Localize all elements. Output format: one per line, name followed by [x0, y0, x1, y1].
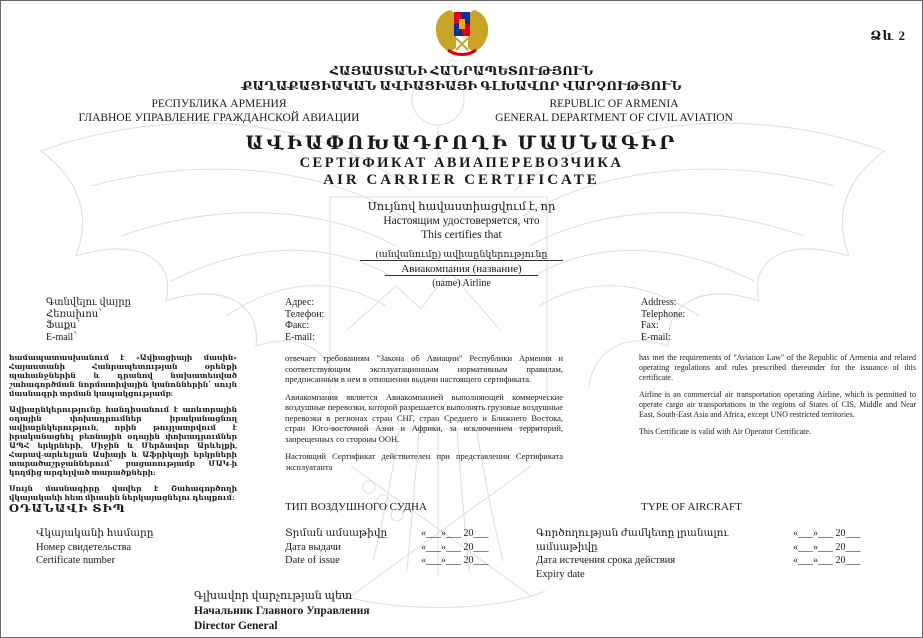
country-name-russian: РЕСПУБЛИКА АРМЕНИЯ — [151, 98, 287, 110]
title-russian: СЕРТИФИКАТ АВИАПЕРЕВОЗЧИКА — [299, 155, 624, 171]
country-name-english: REPUBLIC OF ARMENIA — [549, 98, 679, 110]
airline-name-block — [1, 248, 922, 291]
contact-block-armenian — [46, 297, 131, 343]
date-blank: «___»___ 20___ — [793, 541, 861, 553]
signature-title-russian: Начальник Главного Управления — [194, 605, 370, 617]
field-label: Номер свидетельства — [36, 541, 132, 553]
department-name-armenian: ՔԱՂԱՔԱՑԻԱԿԱՆ ԱՎԻԱՑԻԱՅԻ ԳԼԽԱՎՈՐ ՎԱՐՉՈՒԹՅՈՒՆ — [241, 79, 682, 93]
date-blank: «___»___ 20___ — [421, 541, 489, 553]
coat-of-arms — [430, 6, 494, 63]
field-label: Date of issue — [285, 555, 340, 566]
body-paragraph: Սույն մասնագիրը վավեր է Շահագործողի վկայականի հետ միասին ներկայացնելու դեպքում: — [9, 484, 237, 502]
contact-block-russian — [285, 297, 324, 343]
certify-english: This certifies that — [421, 229, 502, 241]
contact-label: E-mail: — [285, 331, 315, 343]
body-paragraph: Ավիաընկերությունը հանդիսանում է առևտրային օդային փոխադրումներ իրականացնող ավիաընկերություն, որին թույլատրվում է իրականացնել բեռնային օդային փոխադրումներ ԱՊՀ երկրների, Միջին և Մերձավոր Արևելքի, Հարավ-արևելյան Ասիայի և Աֆրիկայի երկրների տարածաշրջաններում՝ բացառությամբ ՄԱԿ-ի կողմից արգելված տարածքների: — [9, 405, 237, 477]
airline-label-russian — [1, 262, 922, 277]
aircraft-type-armenian: ՕԴԱՆԱՎԻ ՏԻՊ — [9, 503, 126, 515]
date-blank: «___»___ 20___ — [421, 555, 489, 566]
department-name-english: GENERAL DEPARTMENT OF CIVIL AVIATION — [495, 112, 733, 124]
contact-label: Адрес: — [285, 297, 315, 308]
field-label: Վկայականի համարը — [36, 528, 154, 539]
certify-russian: Настоящим удостоверяется, что — [383, 215, 540, 227]
contact-block-english — [641, 297, 685, 343]
signature-block — [194, 589, 370, 634]
field-label: Գործողության ժամկետը լրանալու ամսաթիվը — [536, 528, 729, 553]
contact-label: E-mail: — [641, 331, 671, 343]
title-english: AIR CARRIER CERTIFICATE — [323, 172, 600, 188]
aircraft-type-russian: ТИП ВОЗДУШНОГО СУДНА — [285, 501, 427, 513]
contact-label: Telephone: — [641, 308, 686, 320]
certify-armenian: Սույնով հավաստիացվում է, որ — [367, 201, 556, 213]
certificate-number-field — [36, 527, 154, 568]
field-label: Certificate number — [36, 555, 116, 566]
expiry-date-field — [536, 527, 786, 581]
date-blank: «___»___ 20___ — [793, 528, 861, 539]
contact-label: E-mail՝ — [46, 331, 77, 343]
airline-blank-armenian: (անվանումը) ավիաընկերությունը — [360, 250, 564, 261]
header-english — [429, 97, 799, 125]
date-blank: «___»___ 20___ — [793, 555, 861, 566]
body-text-armenian — [9, 353, 237, 502]
body-paragraph: отвечает требованиям "Закона об Авиации" Республики Армения и соответствующим эксплуатационным нормативным правилам, предписанным в нем в отношении выдачи настоящего сертификата. — [285, 353, 563, 384]
field-label: Expiry date — [536, 568, 585, 580]
airline-label-english: (name) Airline — [432, 278, 491, 289]
body-paragraph: has met the requirements of "Aviation Law" of the Republic of Armenia and related operating regulations and rules prescribed thereunder for the issuance of this certificate. — [639, 353, 916, 382]
department-name-russian: ГЛАВНОЕ УПРАВЛЕНИЕ ГРАЖДАНСКОЙ АВИАЦИИ — [78, 112, 360, 124]
field-label: Տրման ամսաթիվը — [285, 528, 388, 539]
contact-label: Address: — [641, 297, 677, 308]
body-paragraph: համապատասխանում է «Ավիացիայի մասին» Հայաստանի Հանրապետության օրենքի պահանջներին և դրանով նախատեսված շահագործման նորմատիվային կանոններին՝ սույն մասնագրի տրման կապակցությամբ: — [9, 353, 237, 398]
contact-label: Ֆաքս՝ — [46, 320, 81, 331]
country-name-armenian: ՀԱՅԱՍՏԱՆԻ ՀԱՆՐԱՊԵՏՈՒԹՅՈՒՆ — [329, 64, 594, 78]
signature-title-english: Director General — [194, 620, 278, 632]
expiry-date-blanks — [793, 527, 888, 568]
aircraft-type-english: TYPE OF AIRCRAFT — [641, 501, 742, 513]
contact-label: Հեռախոս՝ — [46, 308, 102, 320]
certify-statement — [1, 200, 922, 242]
airline-label-armenian — [1, 248, 922, 262]
field-label: Дата выдачи — [285, 541, 342, 553]
date-blank: «___»___ 20___ — [421, 528, 489, 539]
header-russian — [29, 97, 409, 125]
certificate-title — [1, 132, 922, 189]
header-armenian — [1, 64, 922, 94]
contact-label: Գտնվելու վայրը — [46, 297, 132, 308]
body-paragraph: This Certificate is valid with Air Operator Certificate. — [639, 427, 811, 436]
signature-title-armenian: Գլխավոր վարչության պետ — [194, 590, 353, 602]
title-armenian: ԱՎԻԱՓՈԽԱԴՐՈՂԻ ՄԱՍՆԱԳԻՐ — [245, 133, 678, 154]
body-text-english — [639, 353, 916, 437]
body-text-russian — [285, 353, 563, 472]
contact-label: Fax: — [641, 320, 659, 331]
contact-label: Факс: — [285, 320, 310, 331]
contact-label: Телефон: — [285, 308, 325, 320]
field-label: Дата истечения срока действия — [536, 555, 676, 566]
date-of-issue-field — [285, 527, 387, 568]
date-of-issue-blanks — [421, 527, 511, 568]
body-paragraph: Настоящий Сертификат действителен при представлении Сертификата эксплуатанта — [285, 451, 563, 472]
form-number: Ձև 2 — [870, 28, 906, 43]
coat-of-arms-image — [430, 6, 494, 58]
airline-blank-russian: Авиакомпания (название) — [385, 263, 537, 276]
body-paragraph: Авиакомпания является Авиакомпанией выполняющей коммерческие воздушные перевозки, которой разрешается выполнять грузовые воздушные перевозки в регионах стран СНГ, стран Среднего и Ближнего Востока, стран Юго-восточной Азии и Африки, за исключением территорий, запрещенных со стороны ООН. — [285, 391, 563, 444]
body-paragraph: Airline is an commercial air transportation operating Airline, which is permitted to operate cargo air transportations in the regions of States of CIS, Middle and Near East, South-East Asia and Africa, except UNO restricted territories. — [639, 390, 916, 419]
